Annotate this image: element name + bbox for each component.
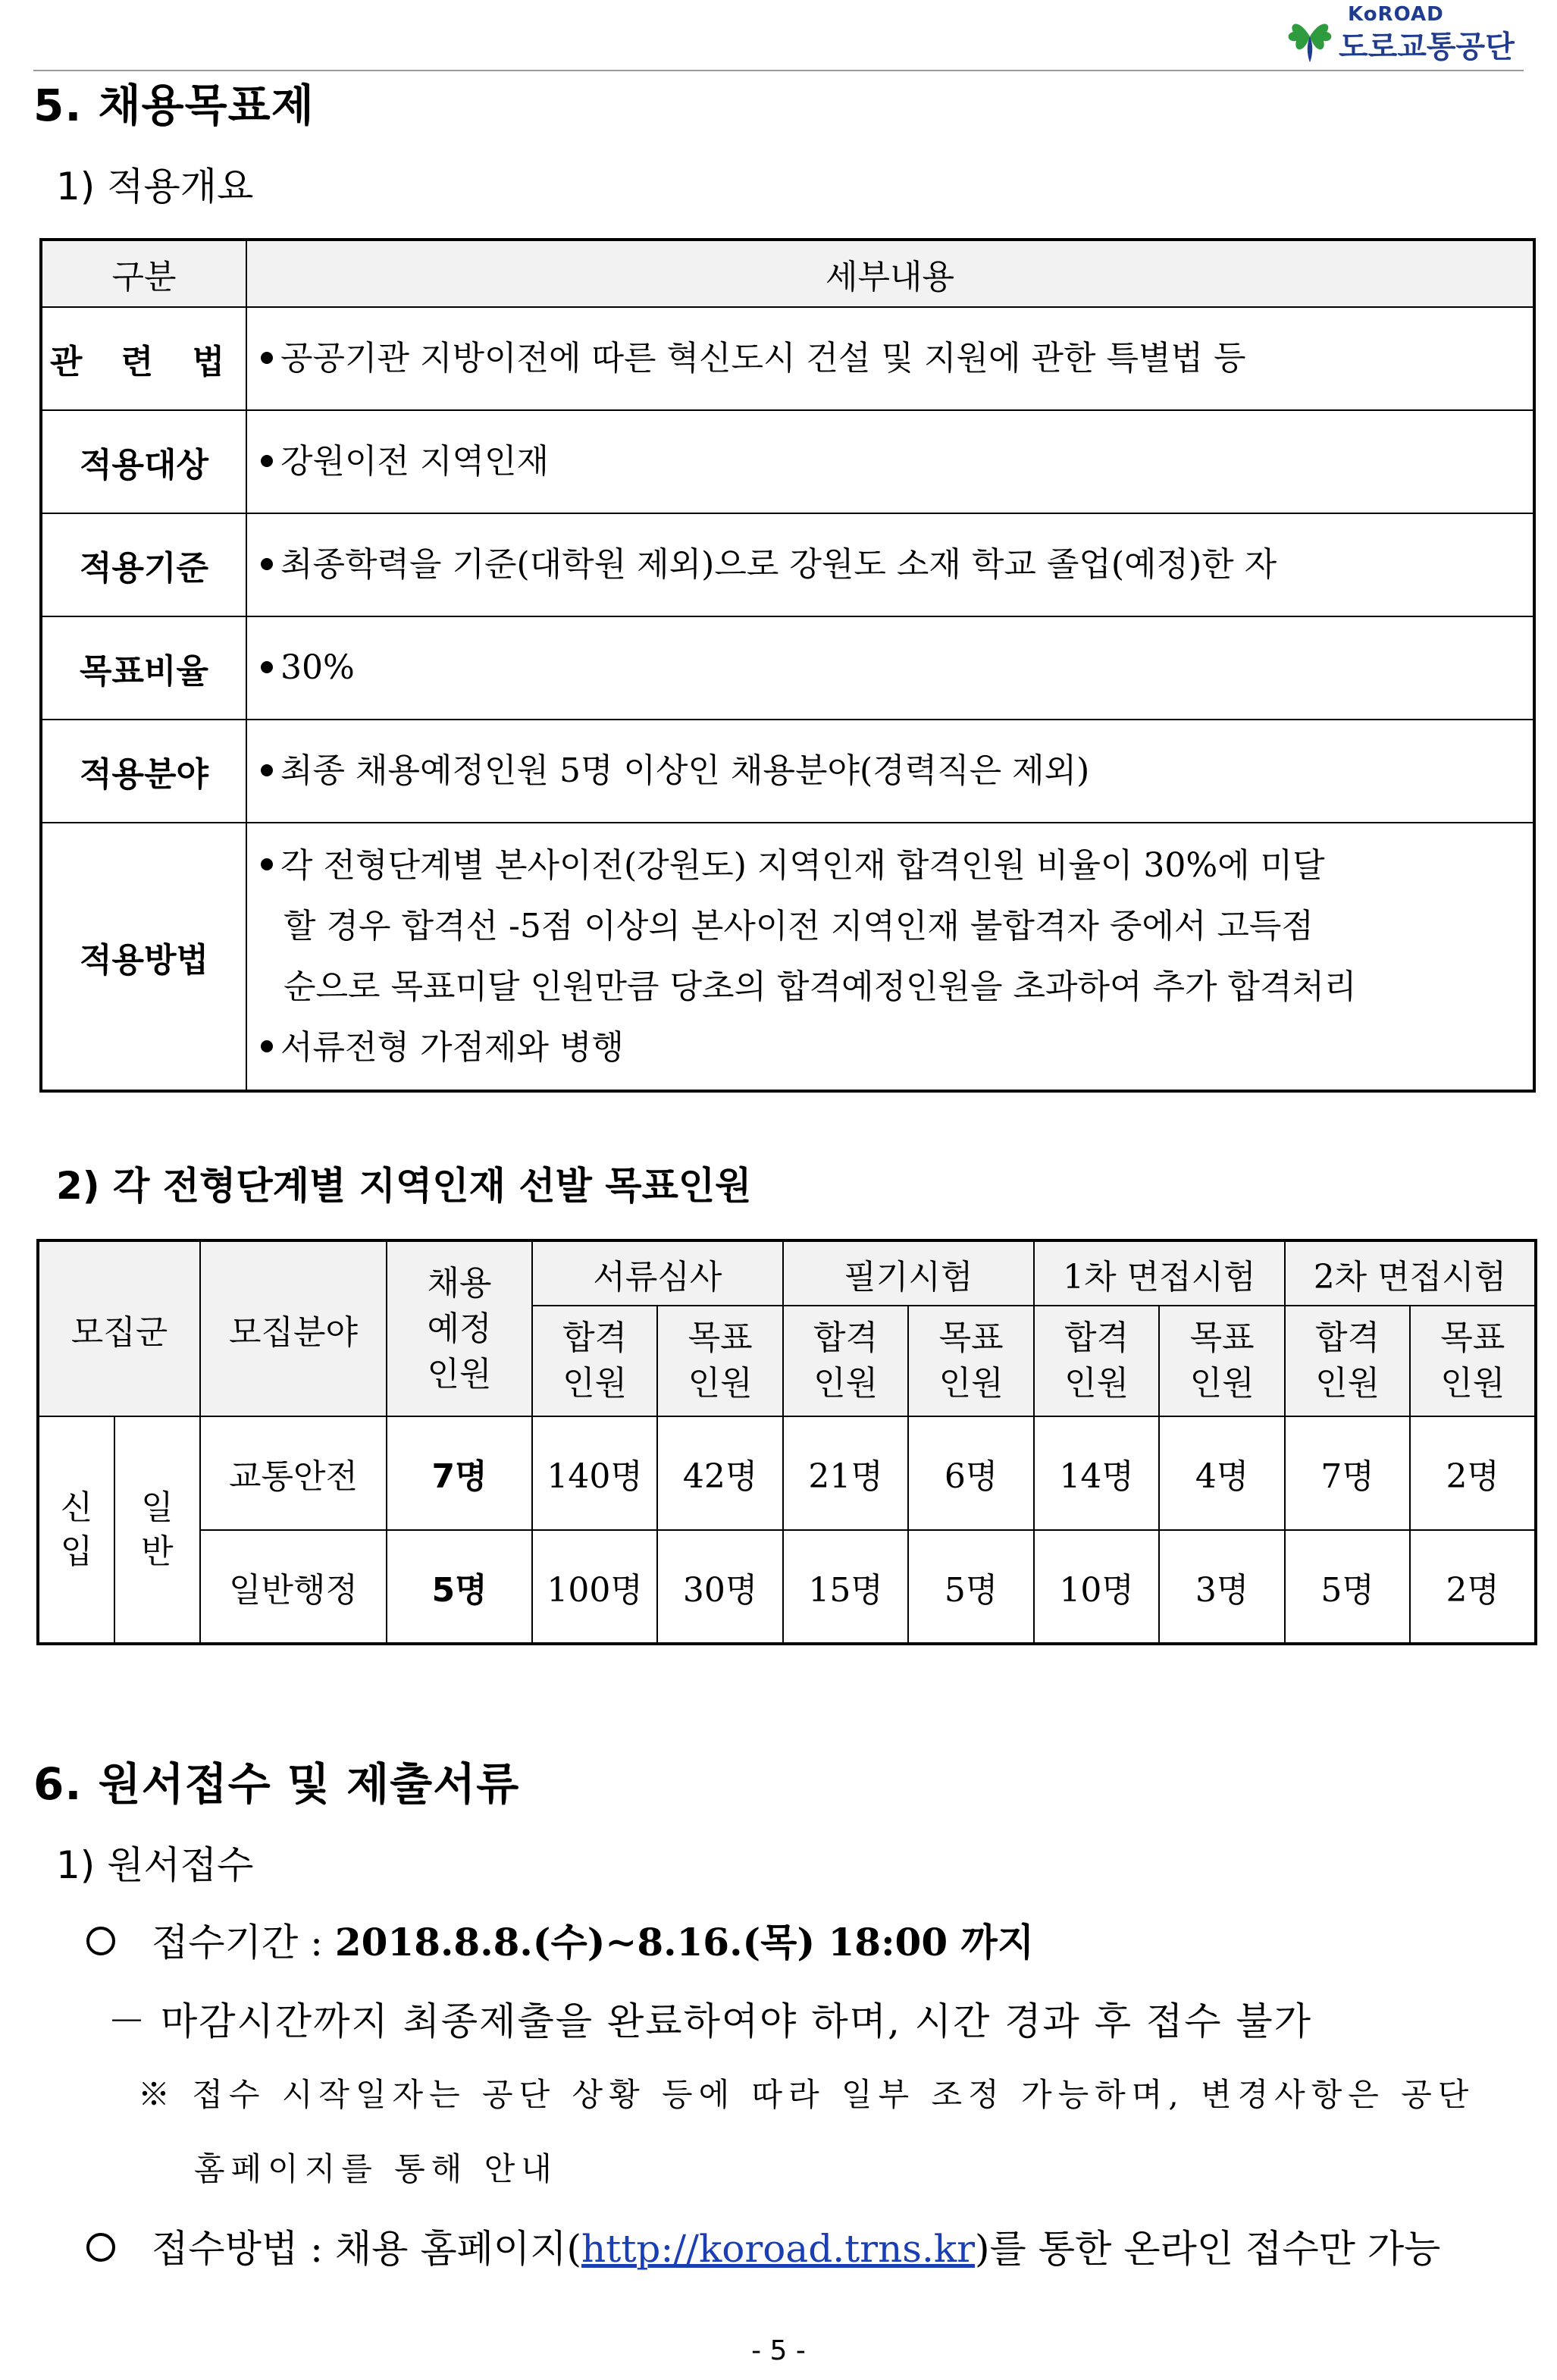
row-label-field: 적용분야 bbox=[41, 720, 246, 823]
application-period: 접수기간 : 2018.8.8.(수)∼8.16.(목) 18:00 까지 bbox=[86, 1912, 1034, 1967]
section-5-sub2: 2) 각 전형단계별 지역인재 선발 목표인원 bbox=[56, 1164, 752, 1208]
header-planned: 채용 예정 인원 bbox=[387, 1240, 532, 1416]
table-row bbox=[41, 307, 1534, 410]
bullet-icon bbox=[261, 455, 273, 467]
row-content: 강원이전 지역인재 bbox=[246, 410, 1534, 513]
cell-value: 5명 bbox=[908, 1530, 1034, 1644]
section-5-sub1: 1) 적용개요 bbox=[56, 165, 254, 209]
bullet-icon bbox=[261, 558, 273, 570]
cell-value: 5명 bbox=[1285, 1530, 1411, 1644]
table-row bbox=[41, 513, 1534, 616]
cell-value: 4명 bbox=[1159, 1416, 1285, 1530]
header-group: 모집군 bbox=[38, 1240, 200, 1416]
page-number: - 5 - bbox=[751, 2335, 806, 2366]
section-6-sub1: 1) 원서접수 bbox=[56, 1843, 254, 1887]
bullet-icon bbox=[261, 858, 273, 870]
bullet-icon bbox=[261, 1040, 273, 1052]
subheader-pass: 합격 인원 bbox=[1285, 1306, 1411, 1416]
subheader-target: 목표 인원 bbox=[657, 1306, 783, 1416]
cell-value: 21명 bbox=[783, 1416, 909, 1530]
bullet-icon bbox=[261, 661, 273, 673]
koroad-logo bbox=[1283, 3, 1525, 65]
cell-value: 6명 bbox=[908, 1416, 1034, 1530]
field-general-admin: 일반행정 bbox=[200, 1530, 387, 1644]
cell-value: 14명 bbox=[1034, 1416, 1160, 1530]
section-5-title: 5. 채용목표제 bbox=[33, 80, 315, 131]
row-label-criteria: 적용기준 bbox=[41, 513, 246, 616]
planned-count: 7명 bbox=[387, 1416, 532, 1530]
deadline-note: － 마감시간까지 최종제출을 완료하여야 하며, 시간 경과 후 접수 불가 bbox=[108, 1999, 1313, 2043]
col-header-details: 세부내용 bbox=[246, 240, 1534, 307]
table-row bbox=[41, 720, 1534, 823]
cell-value: 42명 bbox=[657, 1416, 783, 1530]
table-row bbox=[38, 1530, 1536, 1644]
row-content: 30% bbox=[246, 616, 1534, 720]
row-content: 최종 채용예정인원 5명 이상인 채용분야(경력직은 제외) bbox=[246, 720, 1534, 823]
target-table bbox=[36, 1239, 1537, 1645]
table-row bbox=[41, 616, 1534, 720]
header-stage-written: 필기시험 bbox=[783, 1240, 1034, 1306]
header-stage-document: 서류심사 bbox=[532, 1240, 783, 1306]
table-row bbox=[41, 410, 1534, 513]
circle-bullet-icon bbox=[86, 1927, 115, 1955]
subheader-target: 목표 인원 bbox=[1410, 1306, 1536, 1416]
logo-korean: 도로교통공단 bbox=[1339, 30, 1515, 64]
cell-value: 30명 bbox=[657, 1530, 783, 1644]
reference-note-line1: ※ 접수 시작일자는 공단 상황 등에 따라 일부 조정 가능하며, 변경사항은 공단 bbox=[138, 2076, 1475, 2113]
row-content: 최종학력을 기준(대학원 제외)으로 강원도 소재 학교 졸업(예정)한 자 bbox=[246, 513, 1534, 616]
table-row bbox=[38, 1416, 1536, 1530]
group-general: 일 반 bbox=[114, 1416, 200, 1644]
logo-english: KoROAD bbox=[1348, 3, 1444, 26]
subheader-target: 목표 인원 bbox=[908, 1306, 1034, 1416]
planned-count: 5명 bbox=[387, 1530, 532, 1644]
cell-value: 10명 bbox=[1034, 1530, 1160, 1644]
row-label-target: 적용대상 bbox=[41, 410, 246, 513]
row-content: 각 전형단계별 본사이전(강원도) 지역인재 합격인원 비율이 30%에 미달 할 경우 합격선 -5점 이상의 본사이전 지역인재 불합격자 중에서 고득점 순으로 목표미달 인원만큼 당초의 합격예정인원을 초과하여 추가 합격처리 서류전형 가점제와 병행 bbox=[246, 823, 1534, 1091]
header-field: 모집분야 bbox=[200, 1240, 387, 1416]
subheader-target: 목표 인원 bbox=[1159, 1306, 1285, 1416]
cell-value: 3명 bbox=[1159, 1530, 1285, 1644]
clover-logo-icon bbox=[1283, 9, 1337, 64]
circle-bullet-icon bbox=[86, 2233, 115, 2262]
header-stage-interview2: 2차 면접시험 bbox=[1285, 1240, 1536, 1306]
cell-value: 2명 bbox=[1410, 1530, 1536, 1644]
overview-table bbox=[39, 238, 1536, 1093]
field-traffic-safety: 교통안전 bbox=[200, 1416, 387, 1530]
bullet-icon bbox=[261, 352, 273, 364]
subheader-pass: 합격 인원 bbox=[783, 1306, 909, 1416]
row-label-method: 적용방법 bbox=[41, 823, 246, 1091]
cell-value: 7명 bbox=[1285, 1416, 1411, 1530]
cell-value: 15명 bbox=[783, 1530, 909, 1644]
row-label-law: 관 련 법 bbox=[41, 307, 246, 410]
cell-value: 140명 bbox=[532, 1416, 658, 1530]
homepage-link[interactable]: http://koroad.trns.kr bbox=[581, 2227, 976, 2271]
section-6-title: 6. 원서접수 및 제출서류 bbox=[33, 1758, 520, 1810]
application-method: 접수방법 : 채용 홈페이지(http://koroad.trns.kr)를 통한 온라인 접수만 가능 bbox=[86, 2219, 1440, 2273]
subheader-pass: 합격 인원 bbox=[532, 1306, 658, 1416]
subheader-pass: 합격 인원 bbox=[1034, 1306, 1160, 1416]
col-header-category: 구분 bbox=[41, 240, 246, 307]
row-content: 공공기관 지방이전에 따른 혁신도시 건설 및 지원에 관한 특별법 등 bbox=[246, 307, 1534, 410]
cell-value: 2명 bbox=[1410, 1416, 1536, 1530]
table-row bbox=[41, 823, 1534, 1091]
group-new: 신 입 bbox=[38, 1416, 114, 1644]
bullet-icon bbox=[261, 764, 273, 776]
reference-note-line2: 홈페이지를 통해 안내 bbox=[194, 2150, 558, 2187]
cell-value: 100명 bbox=[532, 1530, 658, 1644]
row-label-ratio: 목표비율 bbox=[41, 616, 246, 720]
header-stage-interview1: 1차 면접시험 bbox=[1034, 1240, 1285, 1306]
